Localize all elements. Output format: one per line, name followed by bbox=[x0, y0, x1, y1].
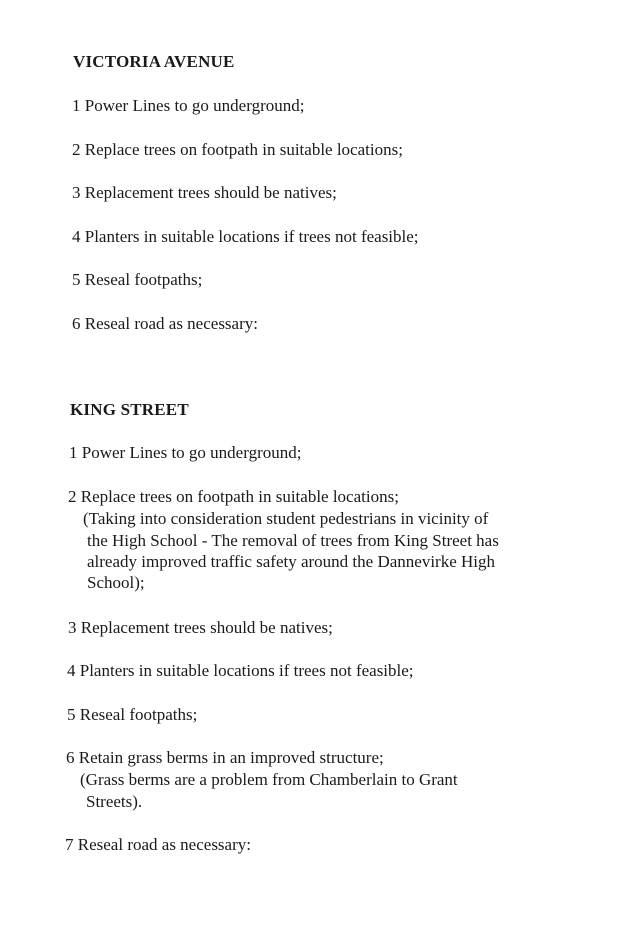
list-item: 7 Reseal road as necessary: bbox=[65, 835, 251, 854]
list-item: 4 Planters in suitable locations if trees not feasible; bbox=[67, 661, 414, 680]
note-line: the High School - The removal of trees from King Street has bbox=[87, 531, 499, 550]
section-heading-victoria-avenue: VICTORIA AVENUE bbox=[73, 52, 235, 71]
list-item-note bbox=[80, 769, 458, 790]
list-item: 3 Replacement trees should be natives; bbox=[72, 183, 337, 202]
note-line: Streets). bbox=[86, 792, 143, 811]
list-item: 2 Replace trees on footpath in suitable locations; bbox=[72, 140, 403, 159]
list-item: 1 Power Lines to go underground; bbox=[69, 443, 302, 462]
note-line: (Grass berms are a problem from Chamberlain to Grant bbox=[80, 770, 458, 789]
list-item-note bbox=[86, 791, 142, 812]
list-item: 1 Power Lines to go underground; bbox=[72, 96, 305, 115]
list-item-note bbox=[87, 530, 499, 593]
list-item: 5 Reseal footpaths; bbox=[67, 705, 198, 724]
list-item: 5 Reseal footpaths; bbox=[72, 270, 203, 289]
note-line: already improved traffic safety around the Dannevirke High bbox=[87, 552, 495, 571]
list-item: 6 Retain grass berms in an improved structure; bbox=[66, 748, 384, 767]
list-item: 2 Replace trees on footpath in suitable locations; bbox=[68, 487, 399, 506]
list-item: 4 Planters in suitable locations if trees not feasible; bbox=[72, 227, 419, 246]
note-line: School); bbox=[87, 573, 145, 592]
list-item: 3 Replacement trees should be natives; bbox=[68, 618, 333, 637]
section-heading-king-street: KING STREET bbox=[70, 400, 189, 419]
list-item: 6 Reseal road as necessary: bbox=[72, 314, 258, 333]
list-item-note bbox=[83, 508, 488, 529]
note-line: (Taking into consideration student pedestrians in vicinity of bbox=[83, 509, 489, 528]
